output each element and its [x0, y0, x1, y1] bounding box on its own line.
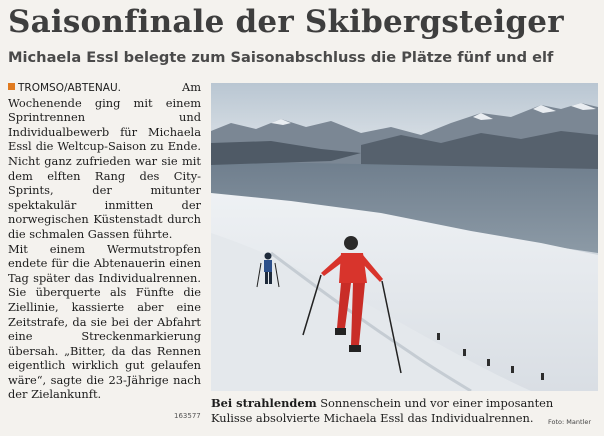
caption-text: Sonnenschein und vor einer imposanten Kulisse absolvierte Michaela Essl das Individualrennen.	[211, 396, 554, 425]
article-body	[8, 80, 201, 430]
photo	[211, 83, 598, 391]
headline: Saisonfinale der Skibergsteiger	[8, 4, 564, 40]
dateline: TROMSO/ABTENAU.	[18, 82, 121, 94]
photo-caption	[211, 396, 598, 425]
article-code: 163577	[174, 412, 201, 420]
paragraph-1	[8, 80, 201, 242]
paragraph-2: Mit einem Wermutstropfen endete für die Abtenauerin einen Tag später das Individualrennen. Sie überquerte als Fünfte die Ziellinie, kassierte aber eine Zeitstrafe, da sie bei der Abfahrt eine Streckenmarkierung übersah. „Bitter, da das Rennen eigentlich wirklich gut gelaufen wäre“, sagte die 23-Jährige nach der Zielankunft.	[8, 241, 201, 402]
caption-bold: Bei strahlendem	[211, 396, 317, 410]
bullet-square-icon	[8, 83, 15, 90]
paragraph-1-text: Am Wochenende ging mit einem Sprintrennen und Individualbewerb für Michaela Essl die Weltcup-Saison zu Ende. Nicht ganz zufrieden war sie mit dem elften Rang des City-Sprints, der mitunter spektakulär inmitten der norwegischen Küstenstadt durch die schmalen Gassen führte.	[8, 80, 201, 241]
photo-credit: Foto: Mantler	[548, 418, 592, 426]
subheadline: Michaela Essl belegte zum Saisonabschluss die Plätze fünf und elf	[8, 49, 554, 66]
mountain-ski-scene	[211, 83, 598, 391]
